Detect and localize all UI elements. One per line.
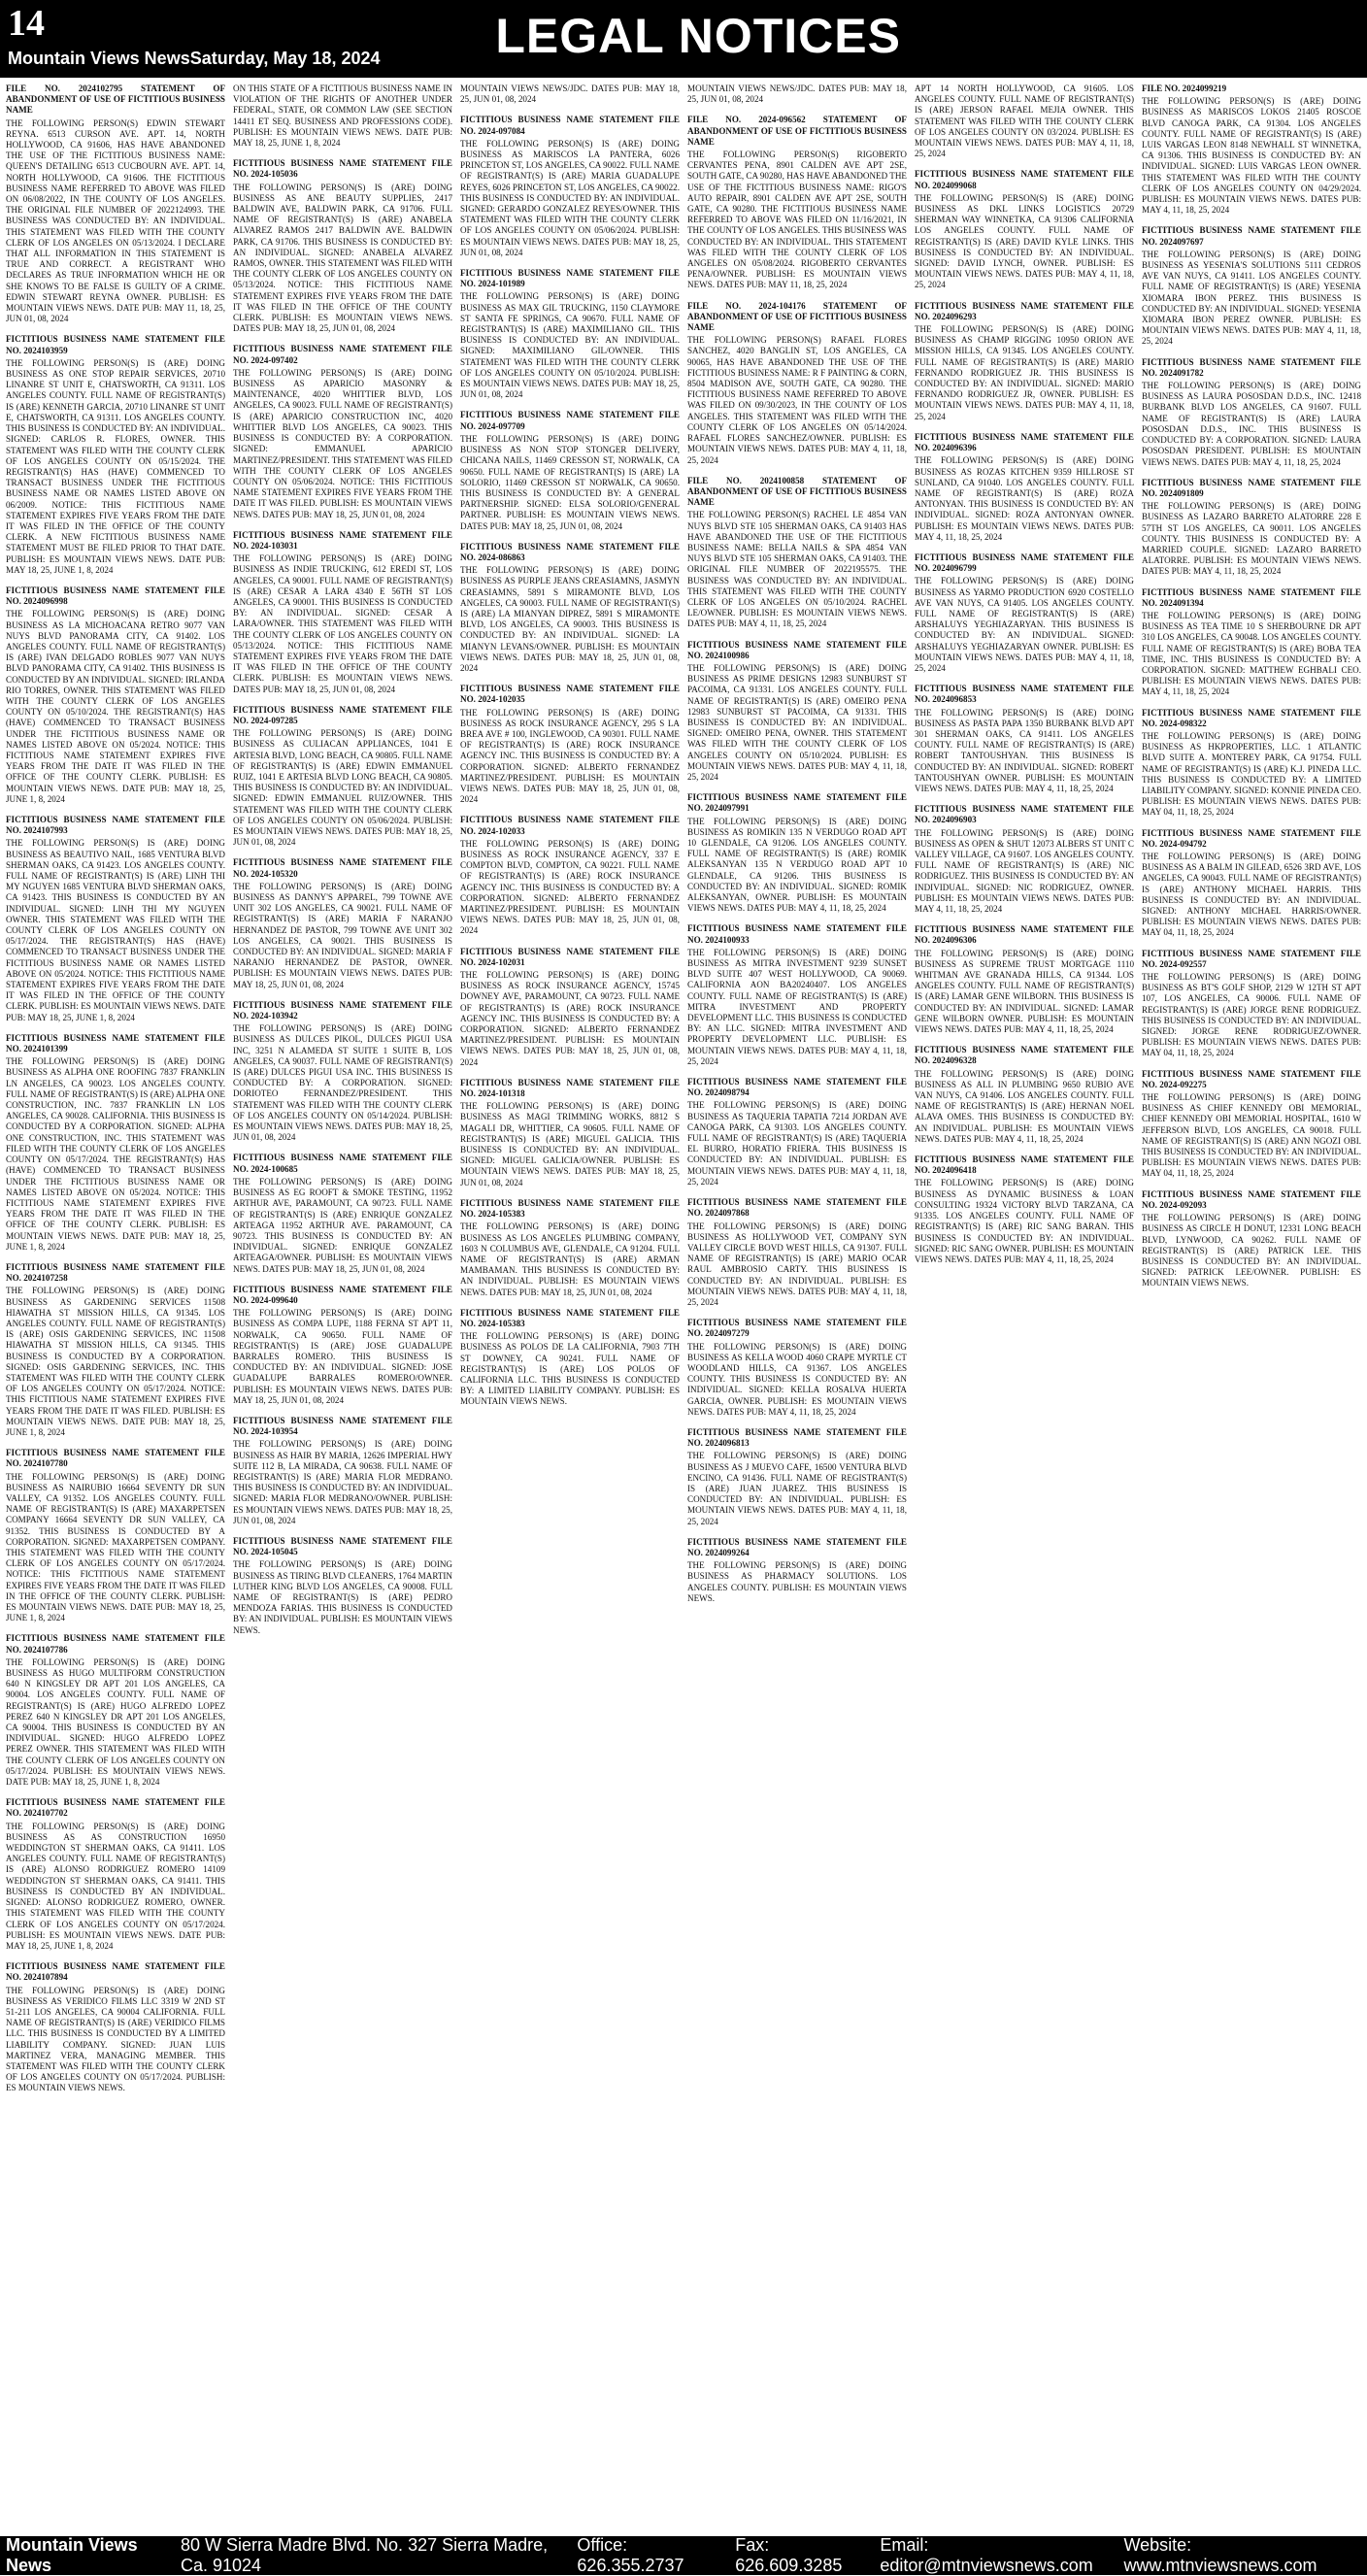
notice-title: FICTITIOUS BUSINESS NAME STATEMENT FILE NO. 2024096903	[915, 804, 1134, 825]
notice-body: THE FOLLOWING PERSON(S) IS (ARE) DOING BUSINESS AS ROMIKIN 135 N VERDUGO ROAD APT 10 GLENDALE, CA 91206. LOS ANGELES COUNTY. FULL NAME OF REGISTRANT(S) IS (ARE) ROMIK ALEKSANYAN 135 N VERDUGO ROAD APT 10 GLENDALE, CA 91206. THIS BUSINESS IS CONDUCTED BY: AN INDIVIDUAL. SIGNED: ROMIK ALEKSANYAN, OWNER. PUBLISH: ES MOUNTAIN VIEWS NEWS. DATES PUB: MAY 4, 11, 18, 25, 2024	[687, 816, 907, 914]
notice-title: FICTITIOUS BUSINESS NAME STATEMENT FILE NO. 2024107993	[6, 815, 225, 836]
notice-title: FICTITIOUS BUSINESS NAME STATEMENT FILE NO. 2024091809	[1142, 477, 1361, 498]
notice-column	[687, 84, 907, 2530]
legal-notice	[687, 923, 907, 1067]
legal-notice	[460, 1078, 680, 1188]
legal-notice	[460, 1198, 680, 1298]
notice-title: FICTITIOUS BUSINESS NAME STATEMENT FILE NO. 2024-105320	[233, 857, 452, 879]
notice-body: THE FOLLOWING PERSON(S) IS (ARE) DOING BUSINESS AS CHAMP RIGGING 10950 ORION AVE MISSION HILLS, CA 91345. LOS ANGELES COUNTY. FULL NAME OF REGISTRANT(S) IS (ARE) MARIO FERNANDO RODRIGUEZ JR. THIS BUSINESS IS CONDUCTED BY: AN INDIVIDUAL. SIGNED: MARIO FERNANDO RODRIGUEZ JR, OWNER. PUBLISH: ES MOUNTAIN VIEWS NEWS. DATES PUB: MAY 4, 11, 18, 25, 2024	[915, 324, 1134, 421]
legal-notice	[233, 530, 452, 695]
notice-body: THE FOLLOWING PERSON(S) IS (ARE) DOING BUSINESS AS PRIME DESIGNS 12983 SUNBURST ST PACOIMA, CA 91331. LOS ANGELES COUNTY. FULL NAME OF REGISTRANT(S) IS (ARE) OMEIRO PENA 12983 SUNBURST ST PACOIMA, CA 91331. THIS BUSINESS IS CONDUCTED BY: AN INDIVIDUAL. SIGNED: OMEIRO PENA, OWNER. THIS STATEMENT WAS FILED WITH THE COUNTY CLERK OF LOS ANGELES COUNTY ON 05/10/2024. PUBLISH: ES MOUNTAIN VIEWS NEWS. DATES PUB: MAY 4, 11, 18, 25, 2024	[687, 662, 907, 782]
legal-notice	[233, 84, 452, 149]
notice-body: THE FOLLOWING PERSON(S) IS (ARE) DOING BUSINESS AS HUGO MULTIFORM CONSTRUCTION 640 N KINGSLEY DR APT 201 LOS ANGELES, CA 90004. LOS ANGELES COUNTY. FULL NAME OF REGISTRANT(S) IS (ARE) HUGO ALFREDO LOPEZ PEREZ 640 N KINGSLEY DR APT 201 LOS ANGELES, CA 90004. THIS BUSINESS IS CONDUCTED BY AN INDIVIDUAL. SIGNED: HUGO ALFREDO LOPEZ PEREZ OWNER. THIS STATEMENT WAS FILED WITH THE COUNTY CLERK OF LOS ANGELES COUNTY ON 05/17/2024. PUBLISH: ES MOUNTAIN VIEWS NEWS. DATE PUB: MAY 18, 25, JUNE 1, 8, 2024	[6, 1656, 225, 1788]
legal-notice	[1142, 828, 1361, 939]
notice-body: THE FOLLOWING PERSON(S) IS (ARE) DOING BUSINESS AS ROCK INSURANCE AGENCY, 295 S LA BREA AVE # 100, INGLEWOOD, CA 90301. FULL NAME OF REGISTRANT(S) IS (ARE) ROCK INSURANCE AGENCY INC. THIS BUSINESS IS CONDUCTED BY: A CORPORATION. SIGNED: ALBERTO FERNANDEZ MARTINEZ/PRESIDENT. PUBLISH: ES MOUNTAIN VIEWS NEWS. DATES PUB: MAY 18, 25, JUN 01, 08, 2024	[460, 707, 680, 805]
legal-notice	[6, 1797, 225, 1952]
notice-title: FILE NO. 2024-096562 STATEMENT OF ABANDONMENT OF USE OF FICTITIOUS BUSINESS NAME	[687, 115, 907, 147]
legal-notice	[1142, 949, 1361, 1059]
notice-body: THE FOLLOWING PERSON(S) IS (ARE) DOING BUSINESS AS PURPLE JEANS CREASIAMNS, JASMYN CREASIAMNS, 5891 S MIRAMONTE BLVD, LOS ANGELES, CA 90003. FULL NAME OF REGISTRANT(S) IS (ARE) LA MIANYAN DIPREZ, 5891 S MIRAMONTE BLVD, LOS ANGELES, CA 90003. THIS BUSINESS IS CONDUCTED BY: AN INDIVIDUAL. SIGNED: LA MIANYN LEVANS/OWNER. PUBLISH: ES MOUNTAIN VIEWS NEWS. DATES PUB: MAY 18, 25, JUN 01, 08, 2024	[460, 565, 680, 673]
legal-notice	[687, 1197, 907, 1308]
notice-column	[233, 84, 452, 2530]
notice-body: THE FOLLOWING PERSON(S) RIGOBERTO CERVANTES PENA, 8901 CALDEN AVE APT 2SE, SOUTH GATE, CA 90280, HAS HAVE ABANDONED THE USE OF THE FICTITIOUS BUSINESS NAME: RIGO'S AUTO REPAIR, 8901 CALDEN AVE APT 2SE, SOUTH GATE, CA 90280. THE FICTITIOUS BUSINESS NAME REFERRED TO ABOVE WAS FILED ON 11/16/2021, IN THE COUNTY OF LOS ANGELES. THIS BUSINESS WAS CONDUCTED BY: AN INDIVIDUAL. THIS STATEMENT WAS FILED WITH THE COUNTY CLERK OF LOS ANGELES ON 05/08/2024. RIGOBERTO CERVANTES PENA/OWNER. PUBLISH: ES MOUNTAIN VIEWS NEWS. DATES PUB: MAY 11, 18, 25, 2024	[687, 150, 907, 290]
notice-title: FICTITIOUS BUSINESS NAME STATEMENT FILE NO. 2024096799	[915, 552, 1134, 574]
notice-title: FICTITIOUS BUSINESS NAME STATEMENT FILE NO. 2024-092275	[1142, 1068, 1361, 1089]
notice-body: THE FOLLOWING PERSON(S) IS (ARE) DOING BUSINESS AS ROZAS KITCHEN 9359 HILLROSE ST SUNLAND, CA 91040. LOS ANGELES COUNTY. FULL NAME OF REGISTRANT(S) IS (ARE) ROZA ANTONYAN. THIS BUSINESS IS CONDUCTED BY: AN INDIVIDUAL. SIGNED: ROZA ANTONYAN OWNER. PUBLISH: ES MOUNTAIN VIEWS NEWS. DATES PUB: MAY 4, 11, 18, 25, 2024	[915, 455, 1134, 542]
notice-body: THE FOLLOWING PERSON(S) EDWIN STEWART REYNA. 6513 CURSON AVE. APT. 14, NORTH HOLLYWOOD, CA 91606, HAS HAVE ABANDONED THE USE OF THE FICTITIOUS BUSINESS NAME: QUEEN'S DETAILING 6513 CUCBOURN AVE. APT. 14, NORTH HOLLYWOOD, CA 91606. THE FICTITIOUS BUSINESS NAME REFERRED TO ABOVE WAS FILED ON 06/08/2022, IN THE COUNTY OF LOS ANGELES. THE ORIGINAL FILE NUMBER OF 2022124993. THE BUSINESS WAS CONDUCTED BY: AN INDIVIDUAL. THIS STATEMENT WAS FILED WITH THE COUNTY CLERK OF LOS ANGELES ON 05/13/2024. I DECLARE THAT ALL INFORMATION IN THIS STATEMENT IS TRUE AND CORRECT. A REGISTRANT WHO DECLARES AS TRUE INFORMATION WHICH HE OR SHE KNOWS TO BE FALSE IS GUILTY OF A CRIME. EDWIN STEWART REYNA OWNER. PUBLISH: ES MOUNTAIN VIEWS NEWS. DATE PUB: MAY 11, 18, 25, JUN 01, 08, 2024	[6, 117, 225, 324]
notice-title: FICTITIOUS BUSINESS NAME STATEMENT FILE NO. 2024-097084	[460, 115, 680, 136]
legal-notice	[687, 301, 907, 466]
notice-body: THE FOLLOWING PERSON(S) IS (ARE) DOING BUSINESS AS ALPHA ONE ROOFING 7837 FRANKLIN LN ANGELES, CA 90023. LOS ANGELES COUNTY. FULL NAME OF REGISTRANT(S) IS (ARE) ALPHA ONE CONSTRUCTION, INC. 7837 FRANKLIN LN LOS ANGELES, CA 90028. CALIFORNIA. THIS BUSINESS IS CONDUCTED BY A CORPORATION. SIGNED: ALPHA ONE CONSTRUCTION, INC. THIS STATEMENT WAS FILED WITH THE COUNTY CLERK OF LOS ANGELES COUNTY ON 05/17/2024. THE REGISTRANT(S) HAS (HAVE) COMMENCED TO TRANSACT BUSINESS UNDER THE FICTITIOUS BUSINESS NAME OR NAMES LISTED ABOVE ON 05/2024. NOTICE: THIS FICTITIOUS NAME STATEMENT EXPIRES FIVE YEARS FROM THE DATE IT WAS FILED IN THE OFFICE OF THE COUNTY CLERK. PUBLISH: ES MOUNTAIN VIEWS NEWS. DATE PUB: MAY 18, 25, JUNE 1, 8, 2024	[6, 1056, 225, 1252]
notice-body: THE FOLLOWING PERSON(S) IS (ARE) DOING BUSINESS AS ALL IN PLUMBING 9650 RUBIO AVE VAN NUYS, CA 91406. LOS ANGELES COUNTY. FULL NAME OF REGISTRANT(S) IS (ARE) HERNAN NOEL ALAVA OMES. THIS BUSINESS IS CONDUCTED BY: AN INDIVIDUAL. PUBLISH: ES MOUNTAIN VIEWS NEWS. DATES PUB: MAY 4, 11, 18, 25, 2024	[915, 1068, 1134, 1144]
legal-notice	[915, 1154, 1134, 1265]
legal-notice	[687, 1318, 907, 1418]
legal-notice	[460, 115, 680, 258]
notice-body: ON THIS STATE OF A FICTITIOUS BUSINESS NAME IN VIOLATION OF THE RIGHTS OF ANOTHER UNDER FEDERAL, STATE, OR COMMON LAW (SEE SECTION 14411 ET SEQ. BUSINESS AND PROFESSIONS CODE). PUBLISH: ES MOUNTAIN VIEWS NEWS. DATE PUB: MAY 18, 25, JUNE 1, 8, 2024	[233, 84, 452, 149]
notice-columns	[6, 84, 1361, 2530]
legal-notice	[687, 1077, 907, 1188]
legal-notice	[233, 1285, 452, 1406]
notice-title: FICTITIOUS BUSINESS NAME STATEMENT FILE NO. 2024096998	[6, 585, 225, 607]
notice-body: THE FOLLOWING PERSON(S) IS (ARE) DOING BUSINESS AS TIRING BLVD CLEANERS, 1764 MARTIN LUTHER KING BLVD LOS ANGELES, CA 90008. FULL NAME OF REGISTRANT(S) IS (ARE) PEDRO MENDOZA FARIAS. THIS BUSINESS IS CONDUCTED BY: AN INDIVIDUAL. PUBLISH: ES MOUNTAIN VIEWS NEWS.	[233, 1559, 452, 1635]
notice-column	[1142, 84, 1361, 2530]
legal-notice	[915, 804, 1134, 915]
notice-body: THE FOLLOWING PERSON(S) IS (ARE) DOING BUSINESS AS J MUEVO CAFE, 16500 VENTURA BLVD ENCINO, CA 91436. FULL NAME OF REGISTRANT(S) IS (ARE) JUAN JUAREZ. THIS BUSINESS IS CONDUCTED BY: AN INDIVIDUAL. PUBLISH: ES MOUNTAIN VIEWS NEWS. DATES PUB: MAY 4, 11, 18, 25, 2024	[687, 1451, 907, 1526]
notice-body: THE FOLLOWING PERSON(S) IS (ARE) DOING BUSINESS AS MARISCOS LA PANTERA, 6026 PRINCETON ST, LOS ANGELES, CA 90022. FULL NAME OF REGISTRANT(S) IS (ARE) MARIA GUADALUPE REYES, 6026 PRINCETON ST, LOS ANGELES, CA 90022. THIS BUSINESS IS CONDUCTED BY: AN INDIVIDUAL. SIGNED: GERARDO GONZALEZ REYES/OWNER. THIS STATEMENT WAS FILED WITH THE COUNTY CLERK OF LOS ANGELES COUNTY ON 05/06/2024. PUBLISH: ES MOUNTAIN VIEWS NEWS. DATES PUB: MAY 18, 25, JUN 01, 08, 2024	[460, 138, 680, 257]
notice-title: FICTITIOUS BUSINESS NAME STATEMENT FILE NO. 2024096328	[915, 1045, 1134, 1066]
legal-notice	[687, 1537, 907, 1604]
notice-body: THE FOLLOWING PERSON(S) IS (ARE) DOING BUSINESS AS MITRA INVESTMENT 9239 SUNSET BLVD SUITE 407 WEST HOLLYWOOD, CA 90069. CALIFORNIA AON BA20240407. LOS ANGELES COUNTY. FULL NAME OF REGISTRANT(S) IS (ARE) MITRA INVESTMENT AND PROPERTY DEVELOPMENT LLC. THIS BUSINESS IS CONDUCTED BY: AN LLC. SIGNED: MITRA INVESTMENT AND PROPERTY DEVELOPMENT LLC. PUBLISH: ES MOUNTAIN VIEWS NEWS. DATES PUB: MAY 4, 11, 18, 25, 2024	[687, 947, 907, 1066]
notice-title: FICTITIOUS BUSINESS NAME STATEMENT FILE NO. 2024-097402	[233, 344, 452, 365]
notice-title: FICTITIOUS BUSINESS NAME STATEMENT FILE NO. 2024-105383	[460, 1197, 680, 1220]
legal-notice	[687, 476, 907, 630]
notice-body: THE FOLLOWING PERSON(S) IS (ARE) DOING BUSINESS AS PHARMACY SOLUTIONS. LOS ANGELES COUNTY. PUBLISH: ES MOUNTAIN VIEWS NEWS.	[687, 1560, 907, 1603]
notice-title: FICTITIOUS BUSINESS NAME STATEMENT FILE NO. 2024096418	[915, 1154, 1134, 1176]
legal-notice	[460, 815, 680, 936]
legal-notice	[6, 1633, 225, 1788]
notice-title: FICTITIOUS BUSINESS NAME STATEMENT FILE NO. 2024107894	[6, 1961, 225, 1983]
notice-title: FICTITIOUS BUSINESS NAME STATEMENT FILE NO. 2024-097709	[460, 410, 680, 431]
notice-title: FICTITIOUS BUSINESS NAME STATEMENT FILE NO. 2024-101989	[460, 268, 680, 289]
notice-title: FICTITIOUS BUSINESS NAME STATEMENT FILE NO. 2024-086863	[460, 541, 680, 562]
legal-notice	[687, 1427, 907, 1527]
notice-title: FICTITIOUS BUSINESS NAME STATEMENT FILE NO. 2024097279	[687, 1318, 907, 1339]
notice-body: THE FOLLOWING PERSON(S) IS (ARE) DOING BUSINESS AS LAURA POSOSDAN D.D.S., INC. 12418 BURBANK BLVD LOS ANGELES, CA 91607. FULL NAME OF REGISTRANT(S) IS (ARE) LAURA POSOSDAN D.D.S., INC. THIS BUSINESS IS CONDUCTED BY: A CORPORATION. SIGNED: LAURA POSOSDAN PRESIDENT. PUBLISH: ES MOUNTAIN VIEWS NEWS. DATES PUB: MAY 4, 11, 18, 25, 2024	[1142, 381, 1361, 467]
notice-body: THE FOLLOWING PERSON(S) IS (ARE) DOING BUSINESS AS MARISCOS LOKOS 21405 ROSCOE BLVD CANOGA PARK, CA 91304. LOS ANGELES COUNTY. FULL NAME OF REGISTRANT(S) IS (ARE) LUIS VARGAS LEON 8148 NEWHALL ST WINNETKA, CA 91306. THIS BUSINESS IS CONDUCTED BY: AN INDIVIDUAL. SIGNED: LUIS VARGAS LEON OWNER. THIS STATEMENT WAS FILED WITH THE COUNTY CLERK OF LOS ANGELES COUNTY ON 04/29/2024. PUBLISH: ES MOUNTAIN VIEWS NEWS. DATES PUB: MAY 4, 11, 18, 25, 2024	[1142, 96, 1361, 216]
notice-title: FICTITIOUS BUSINESS NAME STATEMENT FILE NO. 2024099068	[915, 169, 1134, 190]
notice-title: FILE NO. 2024100858 STATEMENT OF ABANDONMENT OF USE OF FICTITIOUS BUSINESS NAME	[687, 475, 907, 508]
notice-body: THE FOLLOWING PERSON(S) IS (ARE) DOING BUSINESS AS BEAUTIVO NAIL, 1685 VENTURA BLVD SHERMAN OAKS, CA 91423. LOS ANGELES COUNTY. FULL NAME OF REGISTRANT(S) IS (ARE) LINH THI MY NGUYEN 1685 VENTURA BLVD SHERMAN OAKS, CA 91423. THIS BUSINESS IS CONDUCTED BY AN INDIVIDUAL. SIGNED: LINH THI MY NGUYEN OWNER. THIS STATEMENT WAS FILED WITH THE COUNTY CLERK OF LOS ANGELES COUNTY ON 05/17/2024. THE REGISTRANT(S) HAS (HAVE) COMMENCED TO TRANSACT BUSINESS UNDER THE FICTITIOUS BUSINESS NAME OR NAMES LISTED ABOVE ON 05/2024. NOTICE: THIS FICTITIOUS NAME STATEMENT EXPIRES FIVE YEARS FROM THE DATE IT WAS FILED IN THE OFFICE OF THE COUNTY CLERK. PUBLISH: ES MOUNTAIN VIEWS NEWS. DATE PUB: MAY 18, 25, JUNE 1, 8, 2024	[6, 838, 225, 1022]
notice-title: FICTITIOUS BUSINESS NAME STATEMENT FILE NO. 2024096396	[915, 431, 1134, 453]
notice-title: FICTITIOUS BUSINESS NAME STATEMENT FILE NO. 2024103959	[6, 334, 225, 355]
legal-notice	[460, 947, 680, 1068]
notice-body: THE FOLLOWING PERSON(S) IS (ARE) DOING BUSINESS AS LAZARO BARRETO ALATORRE 228 E 57TH ST LOS ANGELES, CA 90011. LOS ANGELES COUNTY. THIS BUSINESS IS CONDUCTED BY: A MARRIED COUPLE. SIGNED: LAZARO BARRETO ALATORRE. PUBLISH: ES MOUNTAIN VIEWS NEWS. DATES PUB: MAY 4, 11, 18, 25, 2024	[1142, 501, 1361, 577]
notice-body: THE FOLLOWING PERSON(S) IS (ARE) DOING BUSINESS AS A BALM IN GILEAD, 6526 3RD AVE, LOS ANGELES, CA 90043. FULL NAME OF REGISTRANT(S) IS (ARE) ANTHONY MICHAEL HARRIS. THIS BUSINESS IS CONDUCTED BY: AN INDIVIDUAL. SIGNED: ANTHONY MICHAEL HARRIS/OWNER. PUBLISH: ES MOUNTAIN VIEWS NEWS. DATES PUB: MAY 04, 11, 18, 25, 2024	[1142, 852, 1361, 938]
legal-notice	[915, 552, 1134, 674]
notice-title: FICTITIOUS BUSINESS NAME STATEMENT FILE NO. 2024097697	[1142, 225, 1361, 247]
notice-title: FICTITIOUS BUSINESS NAME STATEMENT FILE NO. 2024098794	[687, 1077, 907, 1098]
notice-body: THE FOLLOWING PERSON(S) IS (ARE) DOING BUSINESS AS HKPROPERTIES, LLC. 1 ATLANTIC BLVD SUITE A. MONTEREY PARK, CA 91754. FULL NAME OF REGISTRANT(S) IS (ARE) K.J. PINEDA LLC. THIS BUSINESS IS CONDUCTED BY: A LIMITED LIABILITY COMPANY. SIGNED: KONNIE PINEDA CEO. PUBLISH: ES MOUNTAIN VIEWS NEWS. DATES PUB: MAY 04, 11, 18, 25, 2024	[1142, 730, 1361, 818]
notice-column	[6, 84, 225, 2530]
notice-title: FICTITIOUS BUSINESS NAME STATEMENT FILE NO. 2024107780	[6, 1448, 225, 1469]
legal-notice	[233, 1153, 452, 1274]
notice-title: FICTITIOUS BUSINESS NAME STATEMENT FILE NO. 2024091394	[1142, 586, 1361, 608]
legal-notice	[1142, 587, 1361, 698]
legal-notice	[460, 542, 680, 674]
legal-notice	[233, 1000, 452, 1144]
notice-body: THE FOLLOWING PERSON(S) IS (ARE) DOING BUSINESS AS INDIE TRUCKING, 612 EREDI ST, LOS ANGELES, CA 90001. FULL NAME OF REGISTRANT(S) IS (ARE) CESAR A LARA 4340 E 56TH ST LOS ANGELES, CA 90001. THIS BUSINESS IS CONDUCTED BY: AN INDIVIDUAL. SIGNED: CESAR A LARA/OWNER. THIS STATEMENT WAS FILED WITH THE COUNTY CLERK OF LOS ANGELES COUNTY ON 05/13/2024. NOTICE: THIS FICTITIOUS NAME STATEMENT EXPIRES FIVE YEARS FROM THE DATE IT WAS FILED IN THE OFFICE OF THE COUNTY CLERK. PUBLISH: ES MOUNTAIN VIEWS NEWS. DATES PUB: MAY 18, 25, JUN 01, 08, 2024	[233, 553, 452, 694]
legal-notice	[460, 410, 680, 531]
notice-body: THE FOLLOWING PERSON(S) IS (ARE) DOING BUSINESS AS MAX GIL TRUCKING, 1150 CLAYMORE ST SANTA FE SPRINGS, CA 90670. FULL NAME OF REGISTRANT(S) IS (ARE) MAXIMILIANO GIL. THIS BUSINESS IS CONDUCTED BY: AN INDIVIDUAL. SIGNED: MAXIMILIANO GIL/OWNER. THIS STATEMENT WAS FILED WITH THE COUNTY CLERK OF LOS ANGELES COUNTY ON 05/10/2024. PUBLISH: ES MOUNTAIN VIEWS NEWS. DATES PUB: MAY 18, 25, JUN 01, 08, 2024	[460, 291, 680, 400]
notice-body: THE FOLLOWING PERSON(S) IS (ARE) DOING BUSINESS AS DANNY'S APPAREL, 799 TOWNE AVE UNIT 302 LOS ANGELES, CA 90021. FULL NAME OF REGISTRANT(S) IS (ARE) MARIA F NARANJO HERNANDEZ DE PASTOR, 799 TOWNE AVE UNIT 302 LOS ANGELES, CA 90021. THIS BUSINESS IS CONDUCTED BY: AN INDIVIDUAL. SIGNED: MARIA F NARANJO HERNANDEZ DE PASTOR, OWNER. PUBLISH: ES MOUNTAIN VIEWS NEWS. DATES PUB: MAY 18, 25, JUN 01, 08, 2024	[233, 881, 452, 989]
notice-title: FICTITIOUS BUSINESS NAME STATEMENT FILE NO. 2024-100685	[233, 1153, 452, 1174]
notice-body: THE FOLLOWING PERSON(S) IS (ARE) DOING BUSINESS AS SUPREME TRUST MORTGAGE 1110 WHITMAN AVE GRANADA HILLS, CA 91344. LOS ANGELES COUNTY. FULL NAME OF REGISTRANT(S) IS (ARE) LAMAR GENE WILBORN. THIS BUSINESS IS CONDUCTED BY: AN INDIVIDUAL. SIGNED: LAMAR GENE WILBORN OWNER. PUBLISH: ES MOUNTAIN VIEWS NEWS. DATES PUB: MAY 4, 11, 18, 25, 2024	[915, 948, 1134, 1035]
legal-notice	[1142, 225, 1361, 347]
footer-website: Website: www.mtnviewsnews.com	[1123, 2535, 1317, 2575]
legal-notice	[687, 792, 907, 914]
notice-title: FICTITIOUS BUSINESS NAME STATEMENT FILE NO. 2024096306	[915, 924, 1134, 946]
notice-body: THE FOLLOWING PERSON(S) IS (ARE) DOING BUSINESS AS DULCES PIKOL, DULCES PIGUI USA INC, 3251 N ALAMEDA ST SUITE 1 SUITE B, LOS ANGELES, CA 90037. FULL NAME OF REGISTRANT(S) IS (ARE) DULCES PIGUI USA INC. THIS BUSINESS IS CONDUCTED BY: A CORPORATION. SIGNED: DORIOTEO FERNANDEZ/PRESIDENT. THIS STATEMENT WAS FILED WITH THE COUNTY CLERK OF LOS ANGELES COUNTY ON 05/14/2024. PUBLISH: ES MOUNTAIN VIEWS NEWS. DATES PUB: MAY 18, 25, JUN 01, 08, 2024	[233, 1023, 452, 1143]
footer-address: 80 W Sierra Madre Blvd. No. 327 Sierra Madre, Ca. 91024	[180, 2535, 549, 2575]
notice-body: THE FOLLOWING PERSON(S) IS (ARE) DOING BUSINESS AS CHIEF KENNEDY OBI MEMORIAL, CHIEF KENNEDY OBI MEMORIAL HOSPITAL, 1610 W JEFFERSON BLVD, LOS ANGELES, CA 90018. FULL NAME OF REGISTRANT(S) IS (ARE) ANN NGOZI OBI. THIS BUSINESS IS CONDUCTED BY: AN INDIVIDUAL. PUBLISH: ES MOUNTAIN VIEWS NEWS. DATES PUB: MAY 04, 11, 18, 25, 2024	[1142, 1092, 1361, 1179]
page-footer	[0, 2536, 1367, 2575]
notice-column	[460, 84, 680, 2530]
notice-body: THE FOLLOWING PERSON(S) IS (ARE) DOING BUSINESS AS HAIR BY MARIA, 12626 IMPERIAL HWY SUITE 112 B, LA MIRADA, CA 90638. FULL NAME OF REGISTRANT(S) IS (ARE) MARIA FLOR MEDRANO. THIS BUSINESS IS CONDUCTED BY: AN INDIVIDUAL. SIGNED: MARIA FLOR MEDRANO/OWNER. PUBLISH: ES MOUNTAIN VIEWS NEWS. DATES PUB: MAY 18, 25, JUN 01, 08, 2024	[233, 1439, 452, 1525]
notice-title: FICTITIOUS BUSINESS NAME STATEMENT FILE NO. 2024-103954	[233, 1415, 452, 1437]
footer-office: Office: 626.355.2737	[577, 2535, 684, 2575]
legal-notice	[233, 1536, 452, 1636]
notice-body: THE FOLLOWING PERSON(S) IS (ARE) DOING BUSINESS AS YESENIA'S SOLUTIONS 5111 CEDROS AVE VAN NUYS, CA 91411. LOS ANGELES COUNTY. FULL NAME OF REGISTRANT(S) IS (ARE) YESENIA XIOMARA IBON PEREZ. THIS BUSINESS IS CONDUCTED BY: AN INDIVIDUAL. SIGNED: YESENIA XIOMARA IBON PEREZ OWNER. PUBLISH: ES MOUNTAIN VIEWS NEWS. DATES PUB: MAY 4, 11, 18, 25, 2024	[1142, 249, 1361, 347]
notice-body: THE FOLLOWING PERSON(S) IS (ARE) DOING BUSINESS AS DYNAMIC BUSINESS & LOAN CONSULTING 19324 VICTORY BLVD TARZANA, CA 91335. LOS ANGELES COUNTY. FULL NAME OF REGISTRANT(S) IS (ARE) RIC SANG BARAN. THIS BUSINESS IS CONDUCTED BY: AN INDIVIDUAL. SIGNED: RIC SANG OWNER. PUBLISH: ES MOUNTAIN VIEWS NEWS. DATES PUB: MAY 4, 11, 18, 25, 2024	[915, 1178, 1134, 1264]
notice-title: FICTITIOUS BUSINESS NAME STATEMENT FILE NO. 2024107702	[6, 1797, 225, 1819]
legal-notice	[915, 84, 1134, 159]
legal-notice	[1142, 1189, 1361, 1289]
legal-notice	[915, 301, 1134, 422]
notice-title: FICTITIOUS BUSINESS NAME STATEMENT FILE NO. 2024107258	[6, 1261, 225, 1284]
notice-body: THE FOLLOWING PERSON(S) IS (ARE) DOING BUSINESS AS POLOS DE LA CALIFORNIA, 7903 7TH ST DOWNEY, CA 90241. FULL NAME OF REGISTRANT(S) IS (ARE) LOS POLOS OF CALIFORNIA LLC. THIS BUSINESS IS CONDUCTED BY: A LIMITED LIABILITY COMPANY. PUBLISH: ES MOUNTAIN VIEWS NEWS.	[460, 1331, 680, 1407]
legal-notice	[1142, 478, 1361, 578]
notice-title: FICTITIOUS BUSINESS NAME STATEMENT FILE NO. 2024097868	[687, 1197, 907, 1219]
notice-title: FICTITIOUS BUSINESS NAME STATEMENT FILE NO. 2024-102031	[460, 946, 680, 967]
legal-notice	[460, 1308, 680, 1408]
legal-notice	[1142, 1069, 1361, 1180]
notice-body: THE FOLLOWING PERSON(S) IS (ARE) DOING BUSINESS AS TEA TIME 10 S SHERBOURNE DR APT 310 LOS ANGELES, CA 90048. LOS ANGELES COUNTY. FULL NAME OF REGISTRANT(S) IS (ARE) BOBA TEA TIME, INC. THIS BUSINESS IS CONDUCTED BY: A CORPORATION. SIGNED: MATTHEW EGHBALI CEO. PUBLISH: ES MOUNTAIN VIEWS NEWS. DATES PUB: MAY 4, 11, 18, 25, 2024	[1142, 610, 1361, 697]
notice-body: THE FOLLOWING PERSON(S) IS (ARE) DOING BUSINESS AS OPEN & SHUT 12073 ALBERS ST UNIT C VALLEY VILLAGE, CA 91607. LOS ANGELES COUNTY. FULL NAME OF REGISTRANT(S) IS (ARE) NIC RODRIGUEZ. THIS BUSINESS IS CONDUCTED BY: AN INDIVIDUAL. SIGNED: NIC RODRIGUEZ, OWNER. PUBLISH: ES MOUNTAIN VIEWS NEWS. DATES PUB: MAY 4, 11, 18, 25, 2024	[915, 827, 1134, 915]
legal-notice	[6, 585, 225, 805]
notice-title: FILE NO. 2024099219	[1142, 84, 1227, 93]
legal-notice	[6, 1961, 225, 2093]
footer-fax: Fax: 626.609.3285	[735, 2535, 843, 2575]
notice-body: THE FOLLOWING PERSON(S) IS (ARE) DOING BUSINESS AS LOS ANGELES PLUMBING COMPANY, 1603 N COLUMBUS AVE, GLENDALE, CA 91204. FULL NAME OF REGISTRANT(S) IS (ARE) ARMAN MAMBAMAN. THIS BUSINESS IS CONDUCTED BY: AN INDIVIDUAL. PUBLISH: ES MOUNTAIN VIEWS NEWS. DATES PUB: MAY 18, 25, JUN 01, 08, 2024	[460, 1221, 680, 1297]
legal-notice	[1142, 84, 1361, 216]
notice-body: THE FOLLOWING PERSON(S) IS (ARE) DOING BUSINESS AS HOLLYWOOD VET, COMPANY SYN VALLEY CIRCLE BOVD WEST HILLS, CA 91307. FULL NAME OF REGISTRANT(S) IS (ARE) MARIO OCAR RAUL AMBROSIO CARTY. THIS BUSINESS IS CONDUCTED BY: AN INDIVIDUAL. PUBLISH: ES MOUNTAIN VIEWS NEWS. DATES PUB: MAY 4, 11, 18, 25, 2024	[687, 1221, 907, 1307]
notice-body: THE FOLLOWING PERSON(S) IS (ARE) DOING BUSINESS AS NAIRUBIO 16664 SEVENTY DR SUN VALLEY, CA 91352. LOS ANGELES COUNTY. FULL NAME OF REGISTRANT(S) IS (ARE) MAXARPETSEN COMPANY 16664 SEVENTY DR SUN VALLEY, CA 91352. THIS BUSINESS IS CONDUCTED BY A CORPORATION. SIGNED: MAXARPETSEN COMPANY. THIS STATEMENT WAS FILED WITH THE COUNTY CLERK OF LOS ANGELES COUNTY ON 05/17/2024. NOTICE: THIS FICTITIOUS NAME STATEMENT EXPIRES FIVE YEARS FROM THE DATE IT WAS FILED IN THE OFFICE OF THE COUNTY CLERK. PUBLISH: ES MOUNTAIN VIEWS NEWS. DATE PUB: MAY 18, 25, JUNE 1, 8, 2024	[6, 1471, 225, 1623]
footer-brand: Mountain Views News	[6, 2535, 138, 2575]
page-header	[0, 0, 1367, 78]
legal-notice	[460, 268, 680, 400]
notice-body: THE FOLLOWING PERSON(S) IS (ARE) DOING BUSINESS AS LA MICHOACANA RETRO 9077 VAN NUYS BLVD PANORAMA CITY, CA 91402. LOS ANGELES COUNTY. FULL NAME OF REGISTRANT(S) IS (ARE) IVAN DELGADO ROBLES 9077 VAN NUYS BLVD PANORAMA CITY, CA 91402. THIS BUSINESS IS CONDUCTED BY AN INDIVIDUAL. SIGNED: IRLANDA RIO TORRES, OWNER. THIS STATEMENT WAS FILED WITH THE COUNTY CLERK OF LOS ANGELES COUNTY ON 05/10/2024. THE REGISTRANT(S) HAS (HAVE) COMMENCED TO TRANSACT BUSINESS UNDER THE FICTITIOUS BUSINESS NAME OR NAMES LISTED ABOVE ON 05/2024. NOTICE: THIS FICTITIOUS NAME STATEMENT EXPIRES FIVE YEARS FROM THE DATE IT WAS FILED IN THE OFFICE OF THE COUNTY CLERK. PUBLISH: ES MOUNTAIN VIEWS NEWS. DATE PUB: MAY 18, 25, JUNE 1, 8, 2024	[6, 609, 225, 804]
notice-title: FILE NO. 2024102795 STATEMENT OF ABANDONMENT OF USE OF FICTITIOUS BUSINESS NAME	[6, 84, 225, 116]
notice-body: THE FOLLOWING PERSON(S) IS (ARE) DOING BUSINESS AS MAGI TRIMMING WORKS, 8812 S MAGALI DR, WHITTIER, CA 90605. FULL NAME OF REGISTRANT(S) IS (ARE) MIGUEL GALICIA. THIS BUSINESS IS CONDUCTED BY: AN INDIVIDUAL. SIGNED: MIGUEL GALICIA/OWNER. PUBLISH: ES MOUNTAIN VIEWS NEWS. DATES PUB: MAY 18, 25, JUN 01, 08, 2024	[460, 1101, 680, 1188]
notice-title: FICTITIOUS BUSINESS NAME STATEMENT FILE NO. 2024-101318	[460, 1077, 680, 1099]
legal-notice	[6, 815, 225, 1023]
legal-notice	[6, 84, 225, 324]
notice-title: FICTITIOUS BUSINESS NAME STATEMENT FILE NO. 2024-105036	[233, 158, 452, 180]
notice-title: FICTITIOUS BUSINESS NAME STATEMENT FILE NO. 2024-102033	[460, 815, 680, 836]
notice-body: THE FOLLOWING PERSON(S) IS (ARE) DOING BUSINESS AS YARMO PRODUCTION 6920 COSTELLO AVE VAN NUYS, CA 91405. LOS ANGELES COUNTY. FULL NAME OF REGISTRANT(S) IS (ARE) ARSHALUYS YEGHIAZARYAN. THIS BUSINESS IS CONDUCTED BY: AN INDIVIDUAL. SIGNED: ARSHALUYS YEGHIAZARYAN OWNER. PUBLISH: ES MOUNTAIN VIEWS NEWS. DATES PUB: MAY 4, 11, 18, 25, 2024	[915, 576, 1134, 673]
footer-email: Email: editor@mtnviewsnews.com	[880, 2535, 1093, 2575]
notice-body: THE FOLLOWING PERSON(S) IS (ARE) DOING BUSINESS AS ROCK INSURANCE AGENCY, 15745 DOWNEY AVE, PARAMOUNT, CA 90723. FULL NAME OF REGISTRANT(S) IS (ARE) ROCK INSURANCE AGENCY INC. THIS BUSINESS IS CONDUCTED BY: A CORPORATION. SIGNED: ALBERTO FERNANDEZ MARTINEZ/PRESIDENT. PUBLISH: ES MOUNTAIN VIEWS NEWS. DATES PUB: MAY 18, 25, JUN 01, 08, 2024	[460, 970, 680, 1067]
legal-notice	[233, 857, 452, 989]
notice-body: THE FOLLOWING PERSON(S) IS (ARE) DOING BUSINESS AS TAQUERIA TAPATIA 7214 JORDAN AVE CANOGA PARK, CA 91303. LOS ANGELES COUNTY. FULL NAME OF REGISTRANT(S) IS (ARE) TAQUERIA EL BURRO, HORATIO FRIERA. THIS BUSINESS IS CONDUCTED BY: AN INDIVIDUAL. PUBLISH: ES MOUNTAIN VIEWS NEWS. DATES PUB: MAY 4, 11, 18, 25, 2024	[687, 1100, 907, 1187]
notice-title: FICTITIOUS BUSINESS NAME STATEMENT FILE NO. 2024-105383	[460, 1307, 680, 1328]
notice-title: FICTITIOUS BUSINESS NAME STATEMENT FILE NO. 2024-098322	[1142, 707, 1361, 728]
notice-body: THE FOLLOWING PERSON(S) RACHEL LE 4854 VAN NUYS BLVD STE 105 SHERMAN OAKS, CA 91403 HAS HAVE ABANDONED THE USE OF THE FICTITIOUS BUSINESS NAME: BELLA NAILS & SPA 4854 VAN NUYS BLVD STE 105 SHERMAN OAKS, CA 91403. THE ORIGINAL FILE NUMBER OF 2022195575. THE BUSINESS WAS CONDUCTED BY: AN INDIVIDUAL. THIS STATEMENT WAS FILED WITH THE COUNTY CLERK OF LOS ANGELES ON 05/10/2024. RACHEL LE/OWNER. PUBLISH: ES MOUNTAIN VIEWS NEWS. DATES PUB: MAY 4, 11, 18, 25, 2024	[687, 510, 907, 629]
notice-body: THE FOLLOWING PERSON(S) IS (ARE) DOING BUSINESS AS KELLA WOOD 4060 CRAPE MYRTLE CT WOODLAND HILLS, CA 91367. LOS ANGELES COUNTY. THIS BUSINESS IS CONDUCTED BY: AN INDIVIDUAL. SIGNED: KELLA ROSALVA HUERTA GARCIA, OWNER. PUBLISH: ES MOUNTAIN VIEWS NEWS. DATES PUB: MAY 4, 11, 18, 25, 2024	[687, 1341, 907, 1417]
notice-title: FICTITIOUS BUSINESS NAME STATEMENT FILE NO. 2024091782	[1142, 356, 1361, 378]
notice-body: APT 14 NORTH HOLLYWOOD, CA 91605. LOS ANGELES COUNTY. FULL NAME OF REGISTRANT(S) IS (ARE) JERSON RAFAEL MEJIA OWNER. THIS STATEMENT WAS FILED WITH THE COUNTY CLERK OF LOS ANGELES COUNTY ON 03/2024. PUBLISH: ES MOUNTAIN VIEWS NEWS. DATES PUB: MAY 4, 11, 18, 25, 2024	[915, 84, 1134, 159]
legal-notice	[1142, 357, 1361, 468]
notice-title: FICTITIOUS BUSINESS NAME STATEMENT FILE NO. 2024-105045	[233, 1535, 452, 1557]
notice-body: THE FOLLOWING PERSON(S) IS (ARE) DOING BUSINESS AS DKL LINKS LOGISTICS 20729 SHERMAN WAY WINNETKA, CA 91306 CALIFORNIA LOS ANGELES COUNTY. FULL NAME OF REGISTRANT(S) IS (ARE) DAVID KYLE LINKS. THIS BUSINESS IS CONDUCTED BY: AN INDIVIDUAL. SIGNED: DAVID LYNCH, OWNER. PUBLISH: ES MOUNTAIN VIEWS NEWS. DATES PUB: MAY 4, 11, 18, 25, 2024	[915, 192, 1134, 290]
notice-body: THE FOLLOWING PERSON(S) IS (ARE) DOING BUSINESS AS CIRCLE H DONUT, 12331 LONG BEACH BLVD, LYNWOOD, CA 90262. FULL NAME OF REGISTRANT(S) IS (ARE) PATRICK LEE. THIS BUSINESS IS CONDUCTED BY: AN INDIVIDUAL. SIGNED: PATRICK LEE/OWNER. PUBLISH: ES MOUNTAIN VIEWS NEWS.	[1142, 1213, 1361, 1288]
legal-notice	[233, 344, 452, 519]
legal-notice	[687, 84, 907, 105]
legal-notice	[6, 1262, 225, 1438]
legal-notice	[687, 640, 907, 784]
page-number: 14	[8, 3, 45, 44]
legal-notice	[233, 1416, 452, 1526]
legal-notice	[460, 84, 680, 105]
legal-notice	[687, 115, 907, 290]
notice-body: THE FOLLOWING PERSON(S) IS (ARE) DOING BUSINESS AS ONE STOP REPAIR SERVICES, 20710 LINANRE ST UNIT E, CHATSWORTH, CA 91311. LOS ANGELES COUNTY. FULL NAME OF REGISTRANT(S) IS (ARE) KENNETH GARCIA, 20710 LINANRE ST UNIT E, CHATSWORTH, CA 91311. LOS ANGELES COUNTY. THIS BUSINESS IS CONDUCTED BY: AN INDIVIDUAL. SIGNED: CARLOS R. FLORES, OWNER. THIS STATEMENT WAS FILED WITH THE COUNTY CLERK OF LOS ANGELES COUNTY ON 05/15/2024. THE REGISTRANT(S) HAS (HAVE) COMMENCED TO TRANSACT BUSINESS UNDER THE FICTITIOUS BUSINESS NAME OR NAMES LISTED ABOVE ON 06/2009. NOTICE: THIS FICTITIOUS NAME STATEMENT EXPIRES FIVE YEARS FROM THE DATE IT WAS FILED IN THE OFFICE OF THE COUNTY CLERK. A NEW FICTITIOUS BUSINESS NAME STATEMENT MUST BE FILED PRIOR TO THAT DATE. PUBLISH: ES MOUNTAIN VIEWS NEWS. DATE PUB: MAY 18, 25, JUNE 1, 8, 2024	[6, 357, 225, 575]
notice-title: FICTITIOUS BUSINESS NAME STATEMENT FILE NO. 2024-092557	[1142, 948, 1361, 969]
notice-body: THE FOLLOWING PERSON(S) IS (ARE) DOING BUSINESS AS COMPA LUPE, 1188 FERNA ST APT 11, NORWALK, CA 90650. FULL NAME OF REGISTRANT(S) IS (ARE) JOSE GUADALUPE BARRALES ROMERO. THIS BUSINESS IS CONDUCTED BY: AN INDIVIDUAL. SIGNED: JOSE GUADALUPE BARRALES ROMERO/OWNER. PUBLISH: ES MOUNTAIN VIEWS NEWS. DATES PUB: MAY 18, 25, JUN 01, 08, 2024	[233, 1308, 452, 1405]
notice-title: FICTITIOUS BUSINESS NAME STATEMENT FILE NO. 2024-102035	[460, 684, 680, 705]
notice-body: THE FOLLOWING PERSON(S) IS (ARE) DOING BUSINESS AS AS CONSTRUCTION 16950 WEDDINGTON ST SHERMAN OAKS, CA 91411. LOS ANGELES COUNTY. FULL NAME OF REGISTRANT(S) IS (ARE) ALONSO RODRIGUEZ ROMERO 14109 WEDDINGTON ST SHERMAN OAKS, CA 91411. THIS BUSINESS IS CONDUCTED BY AN INDIVIDUAL. SIGNED: ALONSO RODRIGUEZ ROMERO, OWNER. THIS STATEMENT WAS FILED WITH THE COUNTY CLERK OF LOS ANGELES COUNTY ON 05/17/2024. PUBLISH: ES MOUNTAIN VIEWS NEWS. DATE PUB: MAY 18, 25, JUNE 1, 8, 2024	[6, 1821, 225, 1951]
notice-title: FICTITIOUS BUSINESS NAME STATEMENT FILE NO. 2024100933	[687, 923, 907, 945]
notice-body: THE FOLLOWING PERSON(S) IS (ARE) DOING BUSINESS AS BT'S GOLF SHOP, 2129 W 12TH ST APT 107, LOS ANGELES, CA 90006. FULL NAME OF REGISTRANT(S) IS (ARE) JORGE RENE RODRIGUEZ. THIS BUSINESS IS CONDUCTED BY: AN INDIVIDUAL. SIGNED: JORGE RENE RODRIGUEZ/OWNER. PUBLISH: ES MOUNTAIN VIEWS NEWS. DATES PUB: MAY 04, 11, 18, 25, 2024	[1142, 972, 1361, 1058]
notice-title: FICTITIOUS BUSINESS NAME STATEMENT FILE NO. 2024-094792	[1142, 827, 1361, 849]
section-title: LEGAL NOTICES	[495, 9, 901, 63]
notice-body: THE FOLLOWING PERSON(S) IS (ARE) DOING BUSINESS AS VERIDICO FILMS LLC 3319 W 2ND ST 51-211 LOS ANGELES, CA 90004 CALIFORNIA. FULL NAME OF REGISTRANT(S) IS (ARE) VERIDICO FILMS LLC. THIS BUSINESS IS CONDUCTED BY A LIMITED LIABILITY COMPANY. SIGNED: JUAN LUIS MARTINEZ VERA, MANAGING MEMBER. THIS STATEMENT WAS FILED WITH THE COUNTY CLERK OF LOS ANGELES COUNTY ON 05/17/2024. PUBLISH: ES MOUNTAIN VIEWS NEWS.	[6, 1985, 225, 2093]
legal-notice	[6, 1448, 225, 1623]
legal-notice	[915, 432, 1134, 543]
legal-notice	[915, 169, 1134, 290]
notice-title: FICTITIOUS BUSINESS NAME STATEMENT FILE NO. 2024-097285	[233, 704, 452, 725]
notice-body: THE FOLLOWING PERSON(S) IS (ARE) DOING BUSINESS AS ANE BEAUTY SUPPLIES, 2417 BALDWIN AVE, BALDWIN PARK, CA 91706. FULL NAME OF REGISTRANT(S) IS (ARE) ANABELA ALVAREZ RAMOS 2417 BALDWIN AVE. BALDWIN PARK, CA 91706. THIS BUSINESS IS CONDUCTED BY: AN INDIVIDUAL. SIGNED: ANABELA ALVAREZ RAMOS, OWNER. THIS STATEMENT WAS FILED WITH THE COUNTY CLERK OF LOS ANGELES COUNTY ON 05/13/2024. NOTICE: THIS FICTITIOUS NAME STATEMENT EXPIRES FIVE YEARS FROM THE DATE IT WAS FILED IN THE OFFICE OF THE COUNTY CLERK. PUBLISH: ES MOUNTAIN VIEWS NEWS. DATES PUB: MAY 18, 25, JUN 01, 08, 2024	[233, 182, 452, 334]
legal-notice	[915, 1045, 1134, 1145]
notice-body: THE FOLLOWING PERSON(S) RAFAEL FLORES SANCHEZ, 4020 BANGLIN ST, LOS ANGELES, CA 90065, HAS HAVE ABANDONED THE USE OF THE FICTITIOUS BUSINESS NAME: R F PAINTING & CORN, 8504 MADISON AVE, SOUTH GATE, CA 90280. THE FICTITIOUS BUSINESS NAME REFERRED TO ABOVE WAS FILED ON 09/30/2023, IN THE COUNTY OF LOS ANGELES. THIS STATEMENT WAS FILED WITH THE COUNTY CLERK OF LOS ANGELES ON 05/14/2024. RAFAEL FLORES SANCHEZ/OWNER. PUBLISH: ES MOUNTAIN VIEWS NEWS. DATES PUB: MAY 4, 11, 18, 25, 2024	[687, 335, 907, 465]
notice-title: FICTITIOUS BUSINESS NAME STATEMENT FILE NO. 2024-103942	[233, 999, 452, 1021]
notice-title: FICTITIOUS BUSINESS NAME STATEMENT FILE NO. 2024096813	[687, 1426, 907, 1449]
notice-column	[915, 84, 1134, 2530]
notice-body: THE FOLLOWING PERSON(S) IS (ARE) DOING BUSINESS AS NON STOP STONGER DELIVERY, CHICANA NAILS, 11469 CRESSON ST, NORWALK, CA 90650. FULL NAME OF REGISTRANT(S) IS (ARE) LA SOLORIO, 11469 CRESSON ST NORWALK, CA 90650. THIS BUSINESS IS CONDUCTED BY: A GENERAL PARTNERSHIP. SIGNED: ELSA SOLORIO/GENERAL PARTNER. PUBLISH: ES MOUNTAIN VIEWS NEWS. DATES PUB: MAY 18, 25, JUN 01, 08, 2024	[460, 433, 680, 531]
notice-body: THE FOLLOWING PERSON(S) IS (ARE) DOING BUSINESS AS PASTA PAPA 1350 BURBANK BLVD APT 301 SHERMAN OAKS, CA 91411. LOS ANGELES COUNTY. FULL NAME OF REGISTRANT(S) IS (ARE) ROBERT TANTOUSHYAN. THIS BUSINESS IS CONDUCTED BY: AN INDIVIDUAL. SIGNED: ROBERT TANTOUSHYAN OWNER. PUBLISH: ES MOUNTAIN VIEWS NEWS. DATES PUB: MAY 4, 11, 18, 25, 2024	[915, 707, 1134, 793]
notice-title: FICTITIOUS BUSINESS NAME STATEMENT FILE NO. 2024107786	[6, 1633, 225, 1655]
notice-title: FICTITIOUS BUSINESS NAME STATEMENT FILE NO. 2024100986	[687, 639, 907, 660]
notice-body: MOUNTAIN VIEWS NEWS/JDC. DATES PUB: MAY 18, 25, JUN 01, 08, 2024	[460, 84, 680, 105]
notice-title: FICTITIOUS BUSINESS NAME STATEMENT FILE NO. 2024096293	[915, 300, 1134, 321]
notice-title: FICTITIOUS BUSINESS NAME STATEMENT FILE NO. 2024-092093	[1142, 1188, 1361, 1210]
legal-notice	[6, 334, 225, 575]
notice-body: THE FOLLOWING PERSON(S) IS (ARE) DOING BUSINESS AS APARICIO MASONRY & MAINTENANCE, 4020 WHITTIER BLVD, LOS ANGELES, CA 90023. FULL NAME OF REGISTRANT(S) IS (ARE) APARICIO CONSTRUCTION INC, 4020 WHITTIER BLVD LOS ANGELES, CA 90023. THIS BUSINESS IS CONDUCTED BY: A CORPORATION. SIGNED: EMMANUEL APARICIO MARTINEZ/PRESIDENT. THIS STATEMENT WAS FILED WITH THE COUNTY CLERK OF LOS ANGELES COUNTY ON 05/06/2024. NOTICE: THIS FICTITIOUS NAME STATEMENT EXPIRES FIVE YEARS FROM THE DATE IT WAS FILED. PUBLISH: ES MOUNTAIN VIEWS NEWS. DATES PUB: MAY 18, 25, JUN 01, 08, 2024	[233, 367, 452, 519]
notice-title: FICTITIOUS BUSINESS NAME STATEMENT FILE NO. 2024099264	[687, 1536, 907, 1557]
notice-body: MOUNTAIN VIEWS NEWS/JDC. DATES PUB: MAY 18, 25, JUN 01, 08, 2024	[687, 84, 907, 105]
legal-notice	[460, 684, 680, 805]
legal-notice	[1142, 708, 1361, 819]
notice-body: THE FOLLOWING PERSON(S) IS (ARE) DOING BUSINESS AS ROCK INSURANCE AGENCY, 337 E COMPTON BLVD, COMPTON, CA 90221. FULL NAME OF REGISTRANT(S) IS (ARE) ROCK INSURANCE AGENCY INC. THIS BUSINESS IS CONDUCTED BY: A CORPORATION. SIGNED: ALBERTO FERNANDEZ MARTINEZ/PRESIDENT. PUBLISH: ES MOUNTAIN VIEWS NEWS. DATES PUB: MAY 18, 25, JUN 01, 08, 2024	[460, 838, 680, 936]
notice-title: FICTITIOUS BUSINESS NAME STATEMENT FILE NO. 2024097991	[687, 792, 907, 814]
notice-title: FICTITIOUS BUSINESS NAME STATEMENT FILE NO. 2024096853	[915, 684, 1134, 705]
notice-title: FICTITIOUS BUSINESS NAME STATEMENT FILE NO. 2024-103031	[233, 529, 452, 551]
masthead: Mountain Views NewsSaturday, May 18, 2024	[8, 49, 381, 68]
notice-title: FILE NO. 2024-104176 STATEMENT OF ABANDONMENT OF USE OF FICTITIOUS BUSINESS NAME	[687, 300, 907, 333]
notice-body: THE FOLLOWING PERSON(S) IS (ARE) DOING BUSINESS AS GARDENING SERVICES 11508 HIAWATHA ST MISSION HILLS, CA 91345. LOS ANGELES COUNTY. FULL NAME OF REGISTRANT(S) IS (ARE) OSIS GARDENING SERVICES, INC 11508 HIAWATHA ST MISSION HILLS, CA 91345. THIS BUSINESS IS CONDUCTED BY A CORPORATION. SIGNED: OSIS GARDENING SERVICES, INC. THIS STATEMENT WAS FILED WITH THE COUNTY CLERK OF LOS ANGELES COUNTY ON 05/17/2024. NOTICE: THIS FICTITIOUS NAME STATEMENT EXPIRES FIVE YEARS FROM THE DATE IT WAS FILED. PUBLISH: ES MOUNTAIN VIEWS NEWS. DATE PUB: MAY 18, 25, JUNE 1, 8, 2024	[6, 1286, 225, 1437]
notice-body: THE FOLLOWING PERSON(S) IS (ARE) DOING BUSINESS AS EG ROOFT & SMOKE TESTING, 11952 ARTHUR AVE, PARAMOUNT, CA 90723. FULL NAME OF REGISTRANT(S) IS (ARE) ENRIQUE GONZALEZ ARTEAGA 11952 ARTHUR AVE. PARAMOUNT, CA 90723. THIS BUSINESS IS CONDUCTED BY: AN INDIVIDUAL. SIGNED: ENRIQUE GONZALEZ ARTEAGA/OWNER. PUBLISH: ES MOUNTAIN VIEWS NEWS. DATES PUB: MAY 18, 25, JUN 01, 08, 2024	[233, 1176, 452, 1274]
notice-body: THE FOLLOWING PERSON(S) IS (ARE) DOING BUSINESS AS CULIACAN APPLIANCES, 1041 E ARTESIA BLVD, LONG BEACH, CA 90805. FULL NAME OF REGISTRANT(S) IS (ARE) EDWIN EMMANUEL RUIZ, 1041 E ARTESIA BLVD LONG BEACH, CA 90805. THIS BUSINESS IS CONDUCTED BY: AN INDIVIDUAL. SIGNED: EDWIN EMMANUEL RUIZ/OWNER. THIS STATEMENT WAS FILED WITH THE COUNTY CLERK OF LOS ANGELES COUNTY ON 05/06/2024. PUBLISH: ES MOUNTAIN VIEWS NEWS. DATES PUB: MAY 18, 25, JUN 01, 08, 2024	[233, 728, 452, 848]
legal-notice	[915, 924, 1134, 1035]
legal-notice	[233, 158, 452, 334]
notice-title: FICTITIOUS BUSINESS NAME STATEMENT FILE NO. 2024-099640	[233, 1284, 452, 1305]
legal-notice	[6, 1033, 225, 1253]
legal-notice	[233, 705, 452, 849]
legal-notice	[915, 684, 1134, 794]
notice-title: FICTITIOUS BUSINESS NAME STATEMENT FILE NO. 2024101399	[6, 1032, 225, 1054]
